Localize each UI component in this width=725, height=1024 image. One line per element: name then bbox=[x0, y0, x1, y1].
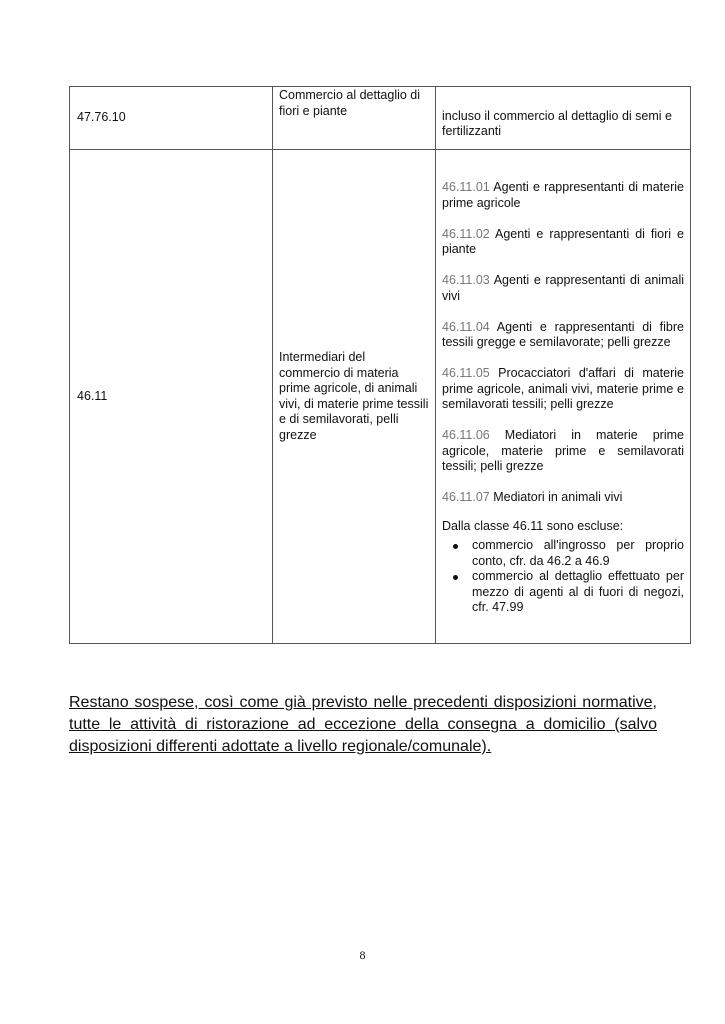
exclusion-text: commercio all'ingrosso per proprio conto, cfr. da 46.2 a 46.9 bbox=[472, 538, 684, 568]
subclass-item bbox=[442, 428, 684, 475]
exclusions-title: Dalla classe 46.11 sono escluse: bbox=[442, 518, 624, 533]
list-item bbox=[472, 569, 684, 616]
subclass-code: 46.11.02 bbox=[442, 226, 490, 241]
subclass-text: Agenti e rappresentanti di materie prime agricole bbox=[442, 180, 684, 210]
table-row bbox=[70, 150, 691, 644]
subclass-item bbox=[442, 490, 684, 506]
description-cell: Intermediari del commercio di materia prime agricole, di animali vivi, di materie prime tessili e di semilavorati, pelli grezze bbox=[273, 150, 436, 644]
subclass-item bbox=[442, 273, 684, 304]
subclass-text: Agenti e rappresentanti di animali vivi bbox=[442, 273, 684, 303]
bullet-icon bbox=[453, 544, 458, 549]
page-number: 8 bbox=[359, 948, 366, 962]
suspension-note: Restano sospese, così come già previsto nelle precedenti disposizioni normative, tutte le attività di ristorazione ad eccezione della consegna a domicilio (salvo disposizioni differenti adottate a livello regionale/comunale). bbox=[69, 694, 657, 755]
subclass-item bbox=[442, 227, 684, 258]
subclass-item bbox=[442, 320, 684, 351]
subclass-code: 46.11.05 bbox=[442, 366, 490, 381]
ateco-table bbox=[69, 86, 691, 644]
table-row bbox=[70, 87, 691, 150]
exclusion-text: commercio al dettaglio effettuato per mezzo di agenti al di fuori di negozi, cfr. 47.99 bbox=[472, 569, 684, 615]
subclass-code: 46.11.06 bbox=[442, 428, 490, 443]
subclass-item bbox=[442, 180, 684, 211]
notes-cell: incluso il commercio al dettaglio di semi e fertilizzanti bbox=[436, 87, 691, 150]
subclass-code: 46.11.07 bbox=[442, 490, 490, 505]
subclass-text: Agenti e rappresentanti di fibre tessili gregge e semilavorate; pelli grezze bbox=[442, 319, 684, 350]
subclass-code: 46.11.03 bbox=[442, 273, 490, 288]
subclass-text: Agenti e rappresentanti di fiori e piante bbox=[442, 226, 684, 257]
description-cell: Commercio al dettaglio di fiori e piante bbox=[273, 87, 436, 150]
subclass-text: Mediatori in animali vivi bbox=[493, 490, 623, 505]
ateco-code-cell: 47.76.10 bbox=[70, 87, 273, 150]
subclass-code: 46.11.04 bbox=[442, 319, 490, 334]
subclass-text: Procacciatori d'affari di materie prime agricole, animali vivi, materie prime e semilavorati tessili; pelli grezze bbox=[442, 366, 684, 412]
notes-cell bbox=[436, 150, 691, 644]
subclass-code: 46.11.01 bbox=[442, 180, 490, 195]
subclass-text: Mediatori in materie prime agricole, materie prime e semilavorati tessili; pelli grezze bbox=[442, 428, 684, 474]
ateco-code-cell: 46.11 bbox=[70, 150, 273, 644]
exclusions-list bbox=[442, 538, 684, 616]
subclass-item bbox=[442, 366, 684, 413]
bullet-icon bbox=[453, 575, 458, 580]
list-item bbox=[472, 538, 684, 569]
